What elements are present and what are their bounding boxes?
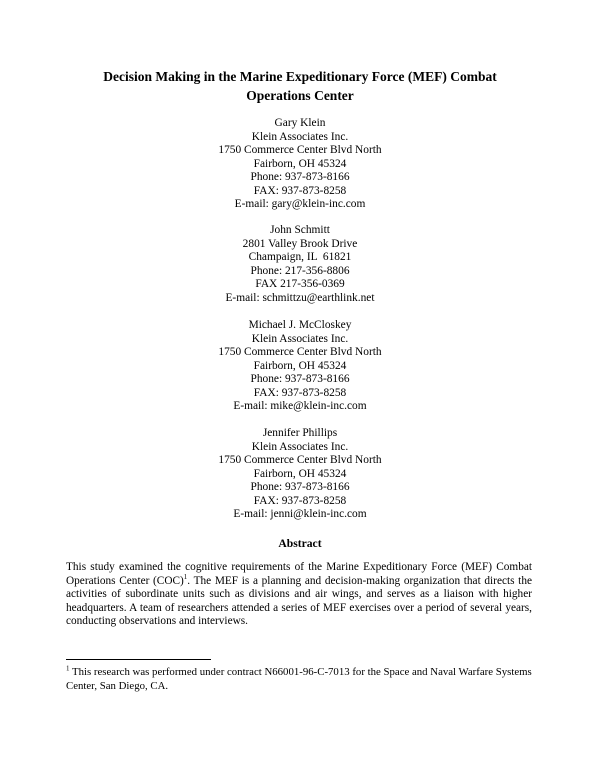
author-phone: Phone: 937-873-8166 (250, 481, 350, 493)
author-street: 1750 Commerce Center Blvd North (218, 346, 382, 358)
author-name: Michael J. McCloskey (248, 319, 352, 331)
author-city: Fairborn, OH 45324 (253, 157, 347, 170)
footnote-reference: 1 (183, 572, 188, 581)
abstract-heading: Abstract (278, 537, 322, 550)
author-city: Fairborn, OH 45324 (253, 467, 347, 480)
footnote (66, 666, 536, 693)
author-name: Gary Klein (274, 117, 326, 129)
author-fax: FAX 217-356-0369 (255, 278, 345, 290)
author-street: 1750 Commerce Center Blvd North (218, 454, 382, 466)
author-fax: FAX: 937-873-8258 (253, 184, 347, 197)
title-line-2: Operations Center (246, 88, 354, 103)
author-block-schmitt (100, 224, 500, 305)
author-block-mccloskey (100, 319, 500, 414)
author-city: Champaign, IL 61821 (248, 251, 352, 263)
author-name: Jennifer Phillips (262, 427, 338, 439)
author-organization: Klein Associates Inc. (251, 332, 349, 345)
author-fax: FAX: 937-873-8258 (253, 494, 347, 507)
footnote-mark: 1 (66, 664, 70, 673)
abstract-text-part-1: This study examined the cognitive requirements of the Marine Expeditionary Force (MEF) Combat Operations Center (COC) (66, 561, 532, 587)
author-street: 1750 Commerce Center Blvd North (218, 144, 382, 156)
author-email: E-mail: jenni@klein-inc.com (233, 508, 367, 520)
author-block-klein (100, 117, 500, 212)
author-organization: Klein Associates Inc. (251, 440, 349, 453)
abstract-body (66, 561, 532, 629)
author-fax: FAX: 937-873-8258 (253, 386, 347, 399)
title-line-1: Decision Making in the Marine Expeditionary Force (MEF) Combat (103, 69, 497, 84)
author-phone: Phone: 937-873-8166 (250, 373, 350, 385)
author-phone: Phone: 937-873-8166 (250, 171, 350, 183)
author-phone: Phone: 217-356-8806 (250, 264, 350, 277)
author-street: 2801 Valley Brook Drive (242, 237, 358, 250)
author-block-phillips (100, 427, 500, 522)
paper-title (60, 67, 540, 105)
author-city: Fairborn, OH 45324 (253, 359, 347, 372)
author-name: John Schmitt (270, 224, 330, 236)
author-email: E-mail: gary@klein-inc.com (234, 198, 366, 210)
author-organization: Klein Associates Inc. (251, 130, 349, 143)
footnote-divider (66, 659, 211, 660)
abstract-text-part-2: . The MEF is a planning and decision-making organization that directs the activities of subordinate units such as divisions and air wings, and serves as a liaison with higher headquarters. A team of researchers attended a series of MEF exercises over a period of several years, conducting observations and interviews. (66, 574, 532, 628)
author-email: E-mail: mike@klein-inc.com (233, 400, 367, 412)
footnote-text: This research was performed under contract N66001-96-C-7013 for the Space and Naval Warfare Systems Center, San Diego, CA. (66, 666, 532, 692)
author-email: E-mail: schmittzu@earthlink.net (225, 291, 375, 304)
